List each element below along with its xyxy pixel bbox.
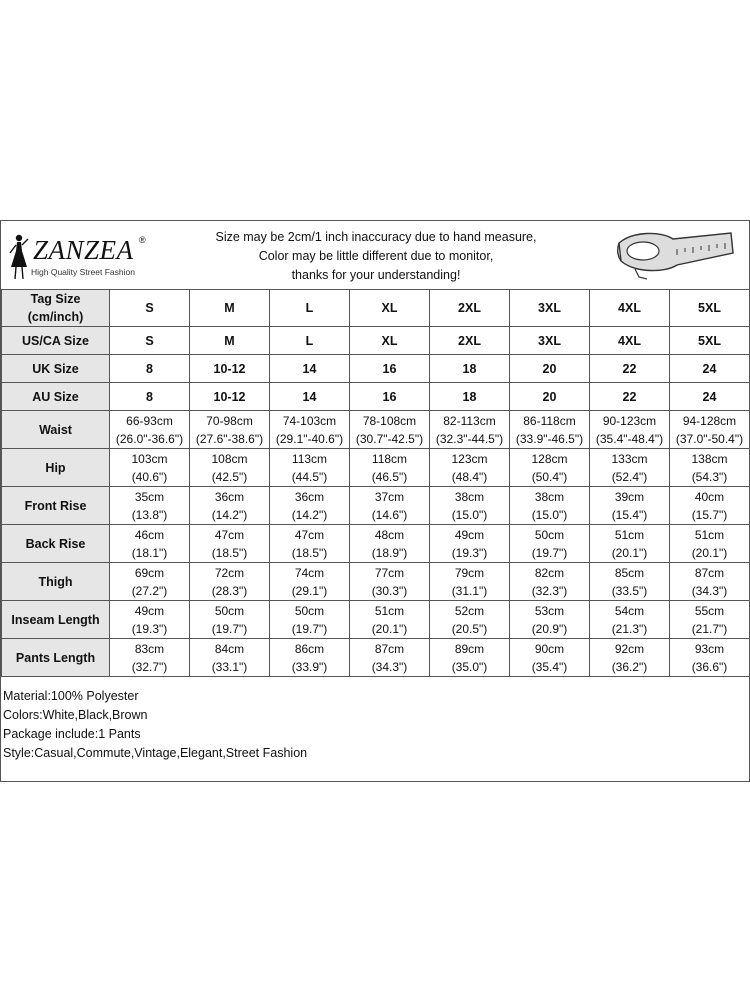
inch-value: (32.3"-44.5") [435, 431, 504, 446]
inch-value: (29.1"-40.6") [275, 431, 344, 446]
table-cell [590, 563, 670, 601]
inch-value: (15.0") [531, 507, 568, 522]
cm-value: 38cm [454, 489, 485, 504]
inch-value: (33.1") [211, 659, 248, 674]
table-cell [110, 411, 190, 449]
inch-value: (21.3") [611, 621, 648, 636]
table-cell [350, 525, 430, 563]
table-cell [430, 525, 510, 563]
cm-value: 84cm [214, 641, 245, 656]
cm-value: 93cm [694, 641, 725, 656]
inch-value: (20.5") [451, 621, 488, 636]
detail-line: Material:100% Polyester [3, 689, 139, 703]
cm-value: 37cm [374, 489, 405, 504]
inch-value: (21.7") [691, 621, 728, 636]
detail-line: Style:Casual,Commute,Vintage,Elegant,Street Fashion [3, 746, 308, 760]
inch-value: (46.5") [371, 469, 408, 484]
cm-value: 133cm [611, 451, 648, 466]
dress-figure-icon [7, 233, 31, 281]
inch-value: (15.7") [691, 507, 728, 522]
table-cell [270, 563, 350, 601]
cm-value: 108cm [211, 451, 248, 466]
table-cell: 14 [270, 383, 350, 411]
measurement-row [2, 449, 750, 487]
inch-value: (30.7"-42.5") [355, 431, 424, 446]
registered-mark: ® [139, 235, 146, 245]
table-cell: M [190, 327, 270, 355]
table-cell: 8 [110, 383, 190, 411]
table-cell: 22 [590, 383, 670, 411]
inch-value: (42.5") [211, 469, 248, 484]
tag-header-line: Tag Size [30, 292, 81, 306]
table-cell: 18 [430, 383, 510, 411]
inch-value: (40.6") [131, 469, 168, 484]
table-cell [590, 601, 670, 639]
measurement-row [2, 639, 750, 677]
table-cell [350, 601, 430, 639]
inch-value: (44.5") [291, 469, 328, 484]
brand-tagline: High Quality Street Fashion [31, 267, 135, 277]
row-label: Inseam Length [2, 601, 110, 639]
table-cell [350, 563, 430, 601]
cm-value: 86cm [294, 641, 325, 656]
inch-value: (26.0"-36.6") [115, 431, 184, 446]
cm-value: 85cm [614, 565, 645, 580]
table-cell [590, 411, 670, 449]
inch-value: (32.7") [131, 659, 168, 674]
table-cell [430, 449, 510, 487]
table-cell [510, 487, 590, 525]
cm-value: 47cm [294, 527, 325, 542]
cm-value: 48cm [374, 527, 405, 542]
table-cell [670, 487, 750, 525]
table-cell [510, 639, 590, 677]
row-label: Waist [2, 411, 110, 449]
table-cell: 24 [670, 383, 750, 411]
measurement-row [2, 487, 750, 525]
inch-value: (33.9") [291, 659, 328, 674]
inch-value: (27.6"-38.6") [195, 431, 264, 446]
inch-value: (31.1") [451, 583, 488, 598]
cm-value: 78-108cm [362, 413, 417, 428]
row-label: Pants Length [2, 639, 110, 677]
cm-value: 51cm [694, 527, 725, 542]
table-cell [190, 563, 270, 601]
cm-value: 50cm [534, 527, 565, 542]
product-details [3, 687, 307, 763]
cm-value: 50cm [214, 603, 245, 618]
inch-value: (19.7") [211, 621, 248, 636]
table-cell [110, 639, 190, 677]
row-label: US/CA Size [2, 327, 110, 355]
measurement-row [2, 563, 750, 601]
notice-line: thanks for your understanding! [291, 268, 461, 282]
table-cell [270, 639, 350, 677]
table-cell [110, 449, 190, 487]
table-cell [670, 639, 750, 677]
row-label: Front Rise [2, 487, 110, 525]
size-conversion-row [2, 383, 750, 411]
inch-value: (20.1") [611, 545, 648, 560]
inch-value: (28.3") [211, 583, 248, 598]
inch-value: (18.9") [371, 545, 408, 560]
table-cell [270, 601, 350, 639]
row-label [2, 290, 110, 327]
size-header: 3XL [510, 290, 590, 327]
inch-value: (19.7") [531, 545, 568, 560]
cm-value: 82-113cm [443, 413, 496, 428]
cm-value: 113cm [291, 451, 328, 466]
cm-value: 94-128cm [682, 413, 737, 428]
table-cell: 20 [510, 355, 590, 383]
inch-value: (33.5") [611, 583, 648, 598]
size-conversion-row [2, 355, 750, 383]
cm-value: 83cm [134, 641, 165, 656]
size-header: M [190, 290, 270, 327]
inch-value: (50.4") [531, 469, 568, 484]
cm-value: 53cm [534, 603, 565, 618]
size-header: 4XL [590, 290, 670, 327]
cm-value: 39cm [614, 489, 645, 504]
cm-value: 74-103cm [282, 413, 337, 428]
cm-value: 77cm [374, 565, 405, 580]
table-cell [190, 449, 270, 487]
inch-value: (15.4") [611, 507, 648, 522]
table-cell: XL [350, 327, 430, 355]
table-cell [430, 563, 510, 601]
inch-value: (36.6") [691, 659, 728, 674]
table-cell [110, 563, 190, 601]
cm-value: 89cm [454, 641, 485, 656]
inch-value: (32.3") [531, 583, 568, 598]
table-cell: 24 [670, 355, 750, 383]
row-label: Back Rise [2, 525, 110, 563]
table-cell [430, 487, 510, 525]
table-cell: 4XL [590, 327, 670, 355]
inch-value: (18.1") [131, 545, 168, 560]
table-cell: S [110, 327, 190, 355]
cm-value: 49cm [134, 603, 165, 618]
size-header: S [110, 290, 190, 327]
notice-line: Size may be 2cm/1 inch inaccuracy due to hand measure, [215, 230, 537, 244]
inch-value: (19.3") [131, 621, 168, 636]
cm-value: 92cm [614, 641, 645, 656]
table-cell [590, 487, 670, 525]
measurement-row [2, 525, 750, 563]
inch-value: (20.1") [691, 545, 728, 560]
cm-value: 51cm [614, 527, 645, 542]
inch-value: (35.4") [531, 659, 568, 674]
notice-line: Color may be little different due to monitor, [258, 249, 494, 263]
cm-value: 66-93cm [126, 413, 173, 428]
table-cell [270, 411, 350, 449]
inch-value: (14.2") [211, 507, 248, 522]
size-header: XL [350, 290, 430, 327]
cm-value: 55cm [694, 603, 725, 618]
table-cell [110, 601, 190, 639]
table-cell [270, 449, 350, 487]
cm-value: 87cm [374, 641, 405, 656]
row-label: Hip [2, 449, 110, 487]
table-cell [670, 601, 750, 639]
table-cell [590, 639, 670, 677]
table-cell [350, 411, 430, 449]
table-cell [430, 411, 510, 449]
inch-value: (34.3") [371, 659, 408, 674]
inch-value: (35.4"-48.4") [595, 431, 664, 446]
table-cell [670, 525, 750, 563]
inch-value: (37.0"-50.4") [675, 431, 744, 446]
row-label: UK Size [2, 355, 110, 383]
cm-value: 36cm [294, 489, 325, 504]
cm-value: 86-118cm [523, 413, 576, 428]
inch-value: (30.3") [371, 583, 408, 598]
cm-value: 103cm [131, 451, 168, 466]
row-label: Thigh [2, 563, 110, 601]
inch-value: (36.2") [611, 659, 648, 674]
inch-value: (48.4") [451, 469, 488, 484]
brand-name: ZANZEA [33, 235, 134, 265]
table-cell [510, 525, 590, 563]
table-cell [510, 449, 590, 487]
detail-line: Package include:1 Pants [3, 727, 141, 741]
table-cell [110, 525, 190, 563]
cm-value: 40cm [694, 489, 725, 504]
table-cell: 14 [270, 355, 350, 383]
inch-value: (54.3") [691, 469, 728, 484]
cm-value: 52cm [454, 603, 485, 618]
inch-value: (20.9") [531, 621, 568, 636]
table-cell: L [270, 327, 350, 355]
cm-value: 82cm [534, 565, 565, 580]
cm-value: 90-123cm [602, 413, 657, 428]
brand-logo [7, 229, 157, 284]
table-cell [190, 411, 270, 449]
inch-value: (52.4") [611, 469, 648, 484]
table-cell [190, 525, 270, 563]
size-header: 2XL [430, 290, 510, 327]
size-conversion-row [2, 327, 750, 355]
inch-value: (18.5") [211, 545, 248, 560]
table-cell [350, 449, 430, 487]
table-cell [190, 639, 270, 677]
table-cell [510, 563, 590, 601]
cm-value: 74cm [294, 565, 325, 580]
measuring-tape-icon [613, 229, 737, 283]
table-cell: 2XL [430, 327, 510, 355]
cm-value: 138cm [691, 451, 728, 466]
inch-value: (20.1") [371, 621, 408, 636]
table-cell [590, 449, 670, 487]
size-header: 5XL [670, 290, 750, 327]
tag-size-row [2, 290, 750, 327]
tag-header-line: (cm/inch) [27, 310, 84, 324]
measurement-row [2, 411, 750, 449]
cm-value: 72cm [214, 565, 245, 580]
inch-value: (13.8") [131, 507, 168, 522]
table-cell: 10-12 [190, 355, 270, 383]
cm-value: 70-98cm [206, 413, 253, 428]
table-cell [590, 525, 670, 563]
inch-value: (14.2") [291, 507, 328, 522]
inch-value: (35.0") [451, 659, 488, 674]
table-cell: 16 [350, 383, 430, 411]
cm-value: 46cm [134, 527, 165, 542]
cm-value: 35cm [134, 489, 165, 504]
cm-value: 50cm [294, 603, 325, 618]
inch-value: (34.3") [691, 583, 728, 598]
table-cell [110, 487, 190, 525]
table-cell [190, 487, 270, 525]
inch-value: (19.7") [291, 621, 328, 636]
table-cell [350, 639, 430, 677]
table-cell [270, 525, 350, 563]
cm-value: 36cm [214, 489, 245, 504]
table-cell [350, 487, 430, 525]
inch-value: (15.0") [451, 507, 488, 522]
size-table [1, 289, 750, 677]
cm-value: 79cm [454, 565, 485, 580]
table-cell: 22 [590, 355, 670, 383]
size-header: L [270, 290, 350, 327]
size-chart [0, 220, 750, 782]
inch-value: (18.5") [291, 545, 328, 560]
cm-value: 47cm [214, 527, 245, 542]
cm-value: 69cm [134, 565, 165, 580]
cm-value: 49cm [454, 527, 485, 542]
table-cell: 8 [110, 355, 190, 383]
table-cell [270, 487, 350, 525]
inch-value: (19.3") [451, 545, 488, 560]
row-label: AU Size [2, 383, 110, 411]
table-cell [190, 601, 270, 639]
inch-value: (27.2") [131, 583, 168, 598]
table-cell: 5XL [670, 327, 750, 355]
table-cell [510, 601, 590, 639]
table-cell: 10-12 [190, 383, 270, 411]
table-cell: 20 [510, 383, 590, 411]
inch-value: (14.6") [371, 507, 408, 522]
table-cell [510, 411, 590, 449]
measurement-row [2, 601, 750, 639]
table-cell [670, 563, 750, 601]
measurement-notice [171, 228, 581, 285]
cm-value: 123cm [451, 451, 488, 466]
cm-value: 90cm [534, 641, 565, 656]
inch-value: (29.1") [291, 583, 328, 598]
inch-value: (33.9"-46.5") [515, 431, 584, 446]
table-cell [670, 411, 750, 449]
cm-value: 38cm [534, 489, 565, 504]
table-cell [670, 449, 750, 487]
cm-value: 118cm [371, 451, 408, 466]
cm-value: 128cm [531, 451, 568, 466]
cm-value: 51cm [374, 603, 405, 618]
cm-value: 87cm [694, 565, 725, 580]
cm-value: 54cm [614, 603, 645, 618]
table-cell [430, 601, 510, 639]
table-cell [430, 639, 510, 677]
table-cell: 18 [430, 355, 510, 383]
detail-line: Colors:White,Black,Brown [3, 708, 148, 722]
chart-header [1, 221, 749, 290]
table-cell: 16 [350, 355, 430, 383]
table-cell: 3XL [510, 327, 590, 355]
